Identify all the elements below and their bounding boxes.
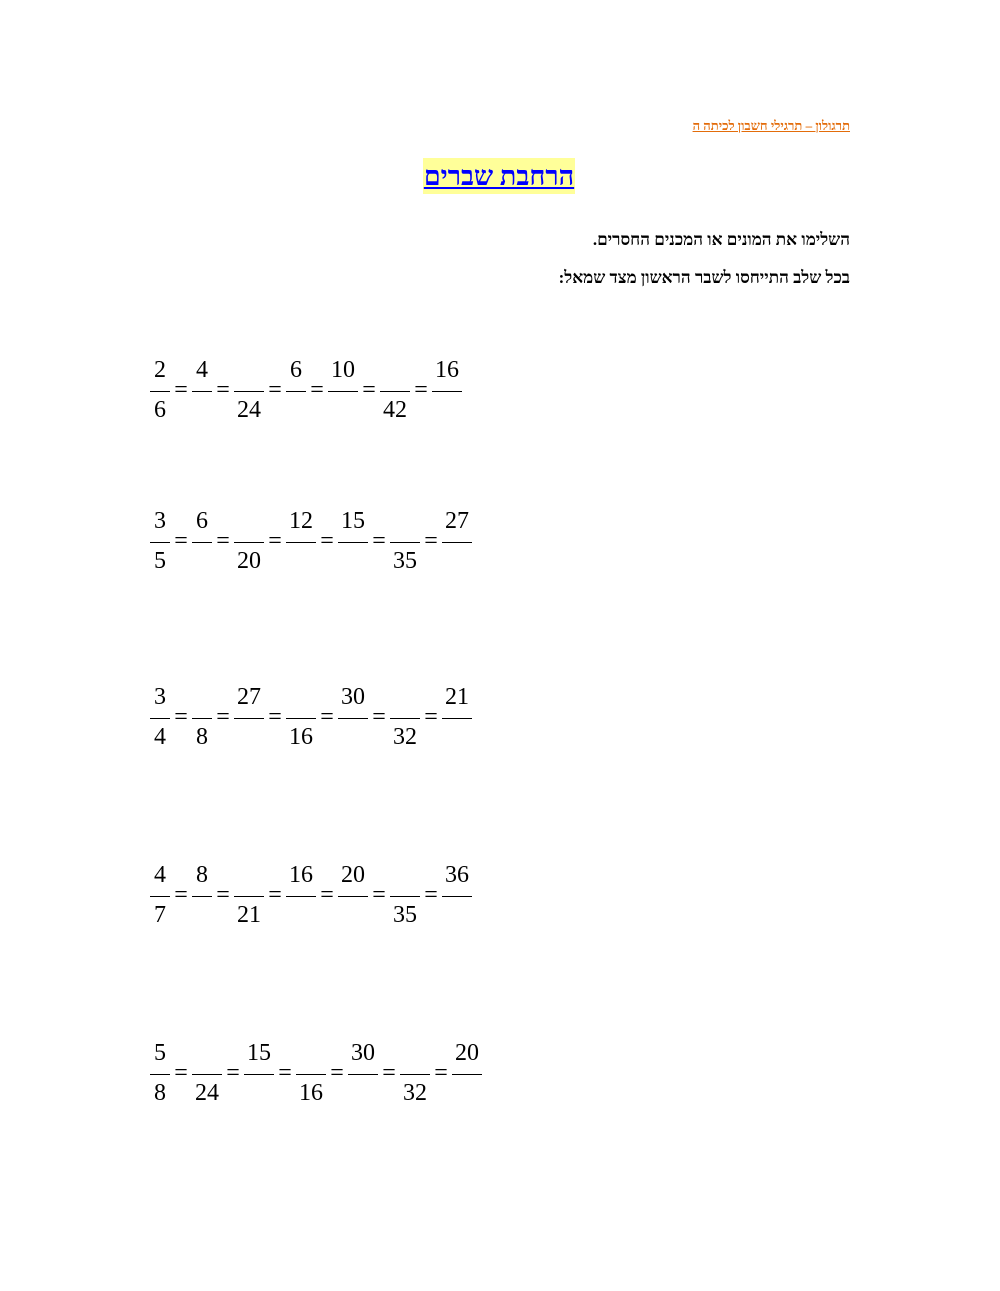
fraction-bar: [442, 896, 472, 897]
fraction-bar: [150, 391, 170, 392]
fraction-bar: [338, 718, 368, 719]
equals-sign: =: [174, 1060, 188, 1086]
denominator: 6: [154, 397, 166, 423]
denominator: 7: [154, 902, 166, 928]
fraction-bar: [150, 542, 170, 543]
denominator: 42: [383, 397, 407, 423]
fraction-bar: [328, 391, 358, 392]
denominator-blank[interactable]: [442, 724, 472, 752]
fraction-bar: [400, 1074, 430, 1075]
fraction-bar: [390, 718, 420, 719]
page-title: הרחבת שברים: [423, 158, 575, 194]
denominator-blank[interactable]: [286, 902, 316, 930]
denominator-blank[interactable]: [338, 548, 368, 576]
fraction-bar: [234, 896, 264, 897]
denominator-blank[interactable]: [442, 548, 472, 576]
fraction-bar: [390, 896, 420, 897]
equals-sign: =: [362, 377, 376, 403]
numerator: 20: [341, 862, 365, 888]
denominator: 21: [237, 902, 261, 928]
numerator: 2: [154, 357, 166, 383]
denominator-blank[interactable]: [234, 724, 264, 752]
numerator: 5: [154, 1040, 166, 1066]
equals-sign: =: [268, 377, 282, 403]
equals-sign: =: [330, 1060, 344, 1086]
equals-sign: =: [414, 377, 428, 403]
numerator: 8: [196, 862, 208, 888]
denominator: 32: [403, 1080, 427, 1106]
numerator-blank[interactable]: [390, 684, 420, 712]
denominator: 8: [196, 724, 208, 750]
fraction-bar: [150, 1074, 170, 1075]
numerator: 27: [237, 684, 261, 710]
numerator-blank[interactable]: [400, 1040, 430, 1068]
equals-sign: =: [372, 704, 386, 730]
numerator-blank[interactable]: [390, 508, 420, 536]
fraction-bar: [348, 1074, 378, 1075]
denominator-blank[interactable]: [338, 724, 368, 752]
equals-sign: =: [424, 882, 438, 908]
equals-sign: =: [268, 882, 282, 908]
denominator-blank[interactable]: [442, 902, 472, 930]
equals-sign: =: [310, 377, 324, 403]
equals-sign: =: [174, 882, 188, 908]
fraction-bar: [286, 896, 316, 897]
numerator-blank[interactable]: [234, 357, 264, 385]
denominator-blank[interactable]: [432, 397, 462, 425]
equals-sign: =: [424, 704, 438, 730]
fraction-bar: [432, 391, 462, 392]
denominator-blank[interactable]: [286, 548, 316, 576]
equals-sign: =: [174, 377, 188, 403]
fraction-bar: [234, 718, 264, 719]
numerator-blank[interactable]: [390, 862, 420, 890]
equals-sign: =: [320, 528, 334, 554]
numerator: 3: [154, 684, 166, 710]
equals-sign: =: [434, 1060, 448, 1086]
fraction-bar: [338, 896, 368, 897]
fraction-bar: [234, 391, 264, 392]
fraction-bar: [296, 1074, 326, 1075]
equals-sign: =: [226, 1060, 240, 1086]
denominator-blank[interactable]: [244, 1080, 274, 1108]
denominator-blank[interactable]: [338, 902, 368, 930]
numerator: 4: [196, 357, 208, 383]
numerator: 30: [351, 1040, 375, 1066]
fraction-bar: [192, 718, 212, 719]
numerator-blank[interactable]: [380, 357, 410, 385]
instruction-line-1: השלימו את המונים או המכנים החסרים.: [592, 230, 850, 249]
fraction-bar: [286, 391, 306, 392]
denominator-blank[interactable]: [192, 397, 212, 425]
equals-sign: =: [278, 1060, 292, 1086]
numerator: 15: [247, 1040, 271, 1066]
fraction-bar: [244, 1074, 274, 1075]
denominator: 20: [237, 548, 261, 574]
numerator: 3: [154, 508, 166, 534]
denominator: 24: [237, 397, 261, 423]
numerator-blank[interactable]: [234, 862, 264, 890]
denominator-blank[interactable]: [452, 1080, 482, 1108]
denominator-blank[interactable]: [348, 1080, 378, 1108]
equals-sign: =: [174, 704, 188, 730]
numerator: 27: [445, 508, 469, 534]
denominator-blank[interactable]: [192, 902, 212, 930]
fraction-bar: [442, 718, 472, 719]
fraction-bar: [192, 896, 212, 897]
numerator: 20: [455, 1040, 479, 1066]
equals-sign: =: [268, 704, 282, 730]
denominator: 5: [154, 548, 166, 574]
denominator: 35: [393, 548, 417, 574]
fraction-bar: [192, 542, 212, 543]
equals-sign: =: [268, 528, 282, 554]
numerator: 16: [289, 862, 313, 888]
fraction-bar: [150, 896, 170, 897]
equals-sign: =: [216, 882, 230, 908]
denominator: 16: [299, 1080, 323, 1106]
numerator: 4: [154, 862, 166, 888]
equals-sign: =: [382, 1060, 396, 1086]
instruction-line-2: בכל שלב התייחסו לשבר הראשון מצד שמאל:: [558, 268, 850, 287]
numerator: 15: [341, 508, 365, 534]
equals-sign: =: [216, 528, 230, 554]
numerator-blank[interactable]: [192, 1040, 222, 1068]
equals-sign: =: [174, 528, 188, 554]
equals-sign: =: [216, 377, 230, 403]
equals-sign: =: [424, 528, 438, 554]
denominator: 4: [154, 724, 166, 750]
numerator: 10: [331, 357, 355, 383]
numerator: 21: [445, 684, 469, 710]
denominator-blank[interactable]: [328, 397, 358, 425]
denominator-blank[interactable]: [286, 397, 306, 425]
equals-sign: =: [216, 704, 230, 730]
fraction-bar: [390, 542, 420, 543]
equals-sign: =: [372, 882, 386, 908]
fraction-bar: [150, 718, 170, 719]
numerator: 30: [341, 684, 365, 710]
denominator: 24: [195, 1080, 219, 1106]
denominator-blank[interactable]: [192, 548, 212, 576]
equals-sign: =: [320, 704, 334, 730]
fraction-bar: [380, 391, 410, 392]
denominator: 16: [289, 724, 313, 750]
fraction-bar: [452, 1074, 482, 1075]
equals-sign: =: [372, 528, 386, 554]
fraction-bar: [192, 1074, 222, 1075]
fraction-bar: [442, 542, 472, 543]
fraction-bar: [286, 718, 316, 719]
fraction-bar: [192, 391, 212, 392]
numerator: 36: [445, 862, 469, 888]
numerator-blank[interactable]: [296, 1040, 326, 1068]
numerator: 12: [289, 508, 313, 534]
fraction-bar: [286, 542, 316, 543]
fraction-bar: [234, 542, 264, 543]
numerator: 16: [435, 357, 459, 383]
numerator: 6: [196, 508, 208, 534]
denominator: 8: [154, 1080, 166, 1106]
fraction-bar: [338, 542, 368, 543]
numerator-blank[interactable]: [234, 508, 264, 536]
numerator-blank[interactable]: [192, 684, 212, 712]
denominator: 35: [393, 902, 417, 928]
equals-sign: =: [320, 882, 334, 908]
denominator: 32: [393, 724, 417, 750]
numerator: 6: [290, 357, 302, 383]
header-link[interactable]: תרגולון – תרגילי חשבון לכיתה ה: [692, 118, 850, 133]
numerator-blank[interactable]: [286, 684, 316, 712]
